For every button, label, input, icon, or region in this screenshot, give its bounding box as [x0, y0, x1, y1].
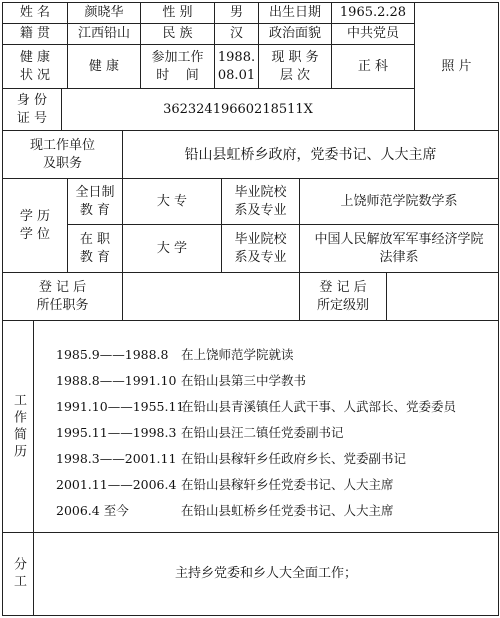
grid-line	[2, 320, 499, 321]
label-birth-date: 出生日期	[268, 5, 321, 20]
grid-line	[498, 2, 499, 616]
value-fulltime-school: 上饶师范学院数学系	[340, 193, 458, 209]
label-fulltime-school	[222, 179, 299, 224]
label-work-unit-line1: 现工作单位	[29, 137, 95, 153]
label-id-line1: 身 份	[16, 92, 48, 108]
value-ethnicity: 汉	[229, 26, 243, 41]
label-work-start-line1: 参加工作	[151, 49, 204, 65]
label-inservice-school	[222, 225, 299, 272]
resume-period: 2001.11——2006.4	[56, 477, 177, 492]
value-inservice-school-line2: 法律系	[379, 249, 419, 265]
label-fulltime-school-line1: 毕业院校	[234, 184, 287, 200]
value-id-number: 36232419660218511X	[163, 101, 313, 117]
label-work-unit	[3, 131, 122, 178]
label-inservice-school-line2: 系及专业	[234, 249, 287, 265]
value-fulltime-degree: 大 专	[156, 193, 188, 209]
label-education-degree	[3, 179, 67, 272]
value-work-unit: 铅山县虹桥乡政府，党委书记、人大主席	[184, 146, 437, 163]
label-fulltime-line1: 全日制	[75, 184, 115, 200]
value-health: 健 康	[88, 58, 120, 74]
value-rank-after-registration	[387, 273, 498, 320]
label-health	[3, 45, 67, 88]
label-inservice-line2: 教 育	[79, 249, 111, 265]
value-work-start	[215, 45, 258, 88]
resume-period: 2006.4 至今	[56, 503, 129, 518]
resume-description: 在上饶师范学院就读	[181, 347, 294, 362]
label-rank-after-line1: 登 记 后	[319, 279, 367, 295]
label-work-resume	[3, 321, 33, 532]
photo-placeholder: 照 片	[441, 58, 472, 74]
label-fulltime-school-line2: 系及专业	[234, 202, 287, 218]
resume-period: 1995.11——1998.3	[56, 425, 177, 440]
label-work-unit-line2: 及职务	[42, 155, 82, 171]
label-political-status: 政治面貌	[268, 26, 321, 41]
label-health-line1: 健 康	[19, 49, 51, 65]
resume-description: 在铅山县第三中学教书	[181, 373, 307, 388]
resume-description: 在铅山县稼轩乡任党委书记、人大主席	[181, 477, 394, 492]
value-name: 颜晓华	[84, 5, 124, 20]
resume-period: 1998.3——2001.11	[56, 451, 177, 466]
label-work-start-line2: 时 间	[156, 67, 199, 83]
label-inservice-line1: 在 职	[79, 231, 111, 247]
label-post-after-registration	[3, 273, 122, 320]
value-current-post-level: 正 科	[357, 58, 389, 74]
value-political-status: 中共党员	[346, 26, 399, 41]
resume-period: 1991.10——1955.11	[56, 399, 185, 414]
label-current-post-line1: 现 职 务	[271, 49, 319, 65]
label-inservice-education	[68, 225, 122, 272]
value-gender: 男	[229, 5, 243, 20]
value-birth-date: 1965.2.28	[339, 5, 407, 20]
label-fulltime-line2: 教 育	[79, 202, 111, 218]
label-education-line1: 学 历	[19, 208, 51, 224]
value-duty: 主持乡党委和乡人大全面工作；	[174, 566, 357, 581]
value-inservice-school	[300, 225, 498, 272]
label-current-post-line2: 层 次	[279, 67, 311, 83]
label-post-after-line2: 所任职务	[36, 297, 89, 313]
label-native-place: 籍 贯	[19, 26, 51, 41]
value-work-start-line2: 08.01	[217, 67, 256, 83]
label-id-line2: 证 号	[16, 110, 48, 126]
value-work-start-line1: 1988.	[217, 49, 256, 65]
label-name: 姓 名	[19, 5, 51, 20]
label-rank-after-registration	[300, 273, 386, 320]
label-current-post-level	[259, 45, 331, 88]
resume-description: 在铅山县汪二镇任党委副书记	[181, 425, 344, 440]
value-post-after-registration	[123, 273, 299, 320]
label-id-number	[3, 89, 61, 130]
label-health-line2: 状 况	[19, 67, 51, 83]
label-post-after-line1: 登 记 后	[38, 279, 87, 295]
label-inservice-school-line1: 毕业院校	[234, 231, 287, 247]
value-native-place: 江西铅山	[77, 26, 130, 41]
label-ethnicity: 民 族	[162, 26, 193, 41]
value-inservice-school-line1: 中国人民解放军军事经济学院	[314, 231, 484, 247]
grid-line	[2, 615, 499, 616]
label-work-start	[141, 45, 214, 88]
label-education-line2: 学 位	[19, 226, 51, 242]
resume-description: 在铅山县青溪镇任人武干事、人武部长、党委委员	[181, 399, 457, 414]
resume-description: 在铅山县虹桥乡任党委书记、人大主席	[181, 503, 394, 518]
label-duty-text: 分工	[11, 557, 26, 591]
resume-period: 1988.8——1991.10	[56, 373, 177, 388]
label-gender: 性 别	[162, 5, 193, 20]
label-work-resume-text: 工作简历	[11, 392, 26, 461]
label-fulltime-education	[68, 179, 122, 224]
resume-description: 在铅山县稼轩乡任政府乡长、党委副书记	[181, 451, 407, 466]
label-duty	[3, 533, 33, 615]
resume-period: 1985.9——1988.8	[56, 347, 169, 362]
label-rank-after-line2: 所定级别	[316, 297, 369, 313]
value-inservice-degree: 大 学	[156, 240, 188, 256]
